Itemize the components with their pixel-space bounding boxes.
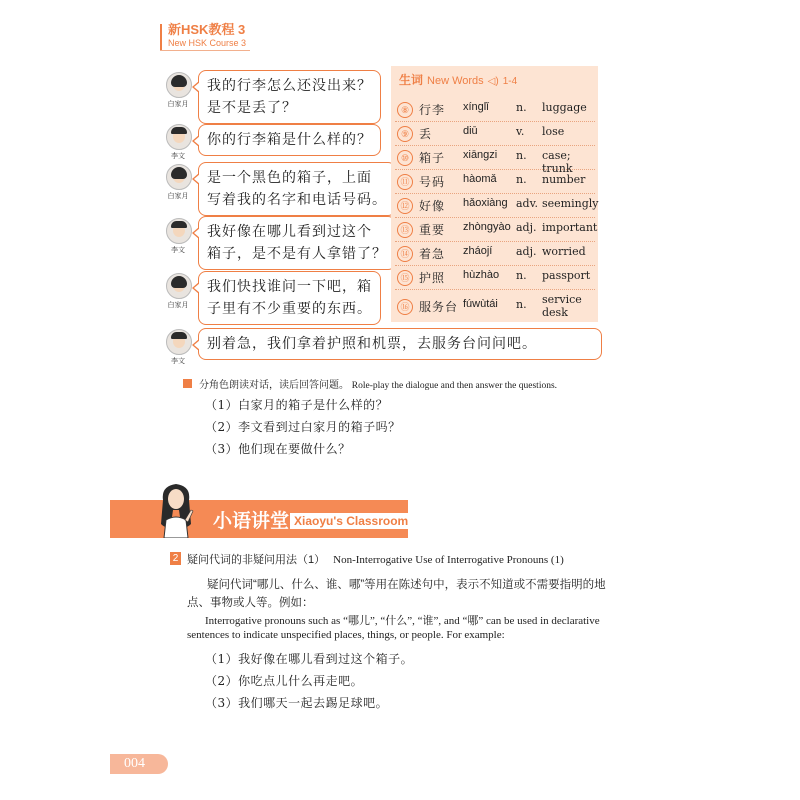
exercise-question: （3）他们现在要做什么？: [205, 442, 351, 456]
instruction-en: Role-play the dialogue and then answer the questions.: [351, 381, 558, 391]
speaker-avatar: [166, 72, 192, 98]
header-underline: [160, 50, 250, 51]
grammar-example: （2）你吃点儿什么再走吧。: [205, 674, 364, 688]
vocab-pinyin: xiāngzi: [463, 149, 498, 161]
speaker-name: 李文: [171, 247, 185, 254]
book-subtitle: New HSK Course 3: [168, 38, 247, 48]
vocab-pinyin: diū: [463, 125, 478, 137]
vocab-pos: n.: [516, 149, 527, 162]
vocab-english: passport: [542, 269, 591, 282]
grammar-paragraph-en: sentences to indicate unspecified places, things, or people. For example:: [187, 629, 505, 641]
vocab-pinyin: zhòngyào: [463, 221, 511, 233]
vocab-row: [395, 170, 595, 194]
speaker-avatar: [166, 329, 192, 355]
vocab-row: [395, 242, 595, 266]
grammar-title: [187, 551, 564, 567]
speech-bubble: [198, 328, 602, 360]
vocab-number: ⑫: [397, 198, 413, 214]
speech-bubble: [198, 124, 381, 156]
grammar-title-en: Non-Interrogative Use of Interrogative Pronouns (1): [333, 554, 564, 566]
grammar-example: （3）我们哪天一起去踢足球吧。: [205, 696, 389, 710]
vocab-number: ⑪: [397, 174, 413, 190]
vocab-pos: n.: [516, 298, 527, 311]
dialogue-line: 别着急，我们拿着护照和机票，去服务台问问吧。: [207, 336, 537, 352]
vocab-english: lose: [542, 125, 565, 138]
vocab-row: [395, 146, 595, 175]
speaker-avatar: [166, 218, 192, 244]
header-rule: [160, 24, 162, 50]
dialogue-line: 是一个黑色的箱子，上面: [207, 170, 372, 186]
running-header: [168, 22, 246, 49]
vocab-pinyin: xínglǐ: [463, 101, 489, 113]
vocab-english: service desk: [542, 293, 582, 319]
vocab-header: [391, 68, 525, 92]
page-number: 004: [124, 756, 145, 771]
grammar-paragraph-zh: 点、事物或人等。例如：: [187, 597, 314, 609]
vocab-hanzi: 服务台: [419, 300, 459, 314]
speaker-name: 白家月: [167, 193, 189, 200]
audio-icon[interactable]: ◁): [487, 76, 499, 87]
instruction-zh: 分角色朗读对话，读后回答问题。: [199, 380, 349, 391]
vocab-pinyin: hàomǎ: [463, 173, 497, 185]
vocab-english: important: [542, 221, 598, 234]
dialogue-line: 写着我的名字和电话号码。: [207, 192, 387, 208]
classroom-title-zh: 小语讲堂: [213, 510, 290, 532]
speaker-avatar: [166, 164, 192, 190]
vocab-row: [395, 98, 595, 122]
vocab-row: [395, 218, 598, 242]
vocab-pos: adj.: [516, 221, 537, 234]
speech-bubble: [198, 216, 396, 270]
vocab-row: [395, 194, 599, 218]
grammar-paragraph-zh: 疑问代词“哪儿、什么、谁、哪”等用在陈述句中，表示不知道或不需要指明的地: [207, 579, 606, 591]
grammar-number: 2: [170, 552, 181, 565]
vocab-hanzi: 重要: [419, 223, 446, 237]
vocab-english: luggage: [542, 101, 587, 114]
exercise-instruction: [199, 376, 557, 391]
vocab-number: ⑯: [397, 299, 413, 315]
speech-bubble: [198, 70, 381, 124]
vocab-hanzi: 好像: [419, 199, 446, 213]
grammar-paragraph-en: Interrogative pronouns such as “哪儿”, “什么”, “谁”, and “哪” can be used in declarative: [205, 615, 600, 627]
vocab-hanzi: 护照: [419, 271, 446, 285]
dialogue-line: 箱子，是不是有人拿错了？: [207, 246, 387, 262]
vocab-number: ⑩: [397, 150, 413, 166]
speaker-avatar: [166, 124, 192, 150]
vocab-number: ⑨: [397, 126, 413, 142]
vocab-pos: n.: [516, 101, 527, 114]
speaker-name: 白家月: [167, 101, 189, 108]
vocab-number: ⑭: [397, 246, 413, 262]
vocab-pos: n.: [516, 173, 527, 186]
teacher-illustration: [155, 480, 197, 538]
vocab-hanzi: 行李: [419, 103, 446, 117]
vocab-pos: adj.: [516, 245, 537, 258]
speech-bubble: [198, 162, 396, 216]
vocab-number: ⑬: [397, 222, 413, 238]
exercise-question: （2）李文看到过白家月的箱子吗？: [205, 420, 401, 434]
vocab-row: [395, 290, 595, 322]
exercise-question: （1）白家月的箱子是什么样的？: [205, 398, 389, 412]
vocab-pinyin: fúwùtái: [463, 298, 498, 310]
speaker-name: 李文: [171, 358, 185, 365]
vocab-hanzi: 箱子: [419, 151, 446, 165]
vocab-title-en: New Words: [427, 75, 484, 87]
dialogue-line: 子里有不少重要的东西。: [207, 301, 372, 317]
vocab-pinyin: hùzhào: [463, 269, 500, 281]
audio-track: 1-4: [502, 76, 518, 87]
vocab-english: case; trunk: [542, 149, 573, 175]
vocab-list: [395, 98, 599, 322]
book-title: 新HSK教程 3: [168, 22, 246, 37]
dialogue-line: 我的行李怎么还没出来？: [207, 78, 372, 94]
vocab-pos: v.: [516, 125, 525, 138]
grammar-title-zh: 疑问代词的非疑问用法（1）: [187, 554, 326, 566]
vocab-pinyin: zháojí: [463, 245, 493, 257]
speaker-avatar: [166, 273, 192, 299]
grammar-example: （1）我好像在哪儿看到过这个箱子。: [205, 652, 414, 666]
vocab-english: number: [542, 173, 586, 186]
dialogue-line: 我们快找谁问一下吧，箱: [207, 279, 372, 295]
vocab-hanzi: 号码: [419, 175, 446, 189]
dialogue-line: 你的行李箱是什么样的？: [207, 132, 372, 148]
vocab-title-zh: 生词: [399, 73, 424, 87]
classroom-title-en: Xiaoyu's Classroom: [290, 513, 412, 529]
vocab-row: [395, 266, 595, 290]
vocab-row: [395, 122, 595, 146]
dialogue-line: 我好像在哪儿看到过这个: [207, 224, 372, 240]
speaker-name: 李文: [171, 153, 185, 160]
dialogue-line: 是不是丢了？: [207, 100, 297, 116]
vocab-hanzi: 丢: [419, 127, 433, 141]
vocab-english: worried: [542, 245, 586, 258]
speaker-name: 白家月: [167, 302, 189, 309]
bullet-square-icon: [183, 379, 192, 388]
vocab-number: ⑧: [397, 102, 413, 118]
vocab-pinyin: hǎoxiàng: [463, 197, 508, 209]
vocab-pos: n.: [516, 269, 527, 282]
speech-bubble: [198, 271, 381, 325]
vocab-english: seemingly: [542, 197, 599, 210]
vocab-number: ⑮: [397, 270, 413, 286]
vocab-hanzi: 着急: [419, 247, 446, 261]
vocab-pos: adv.: [516, 197, 539, 210]
